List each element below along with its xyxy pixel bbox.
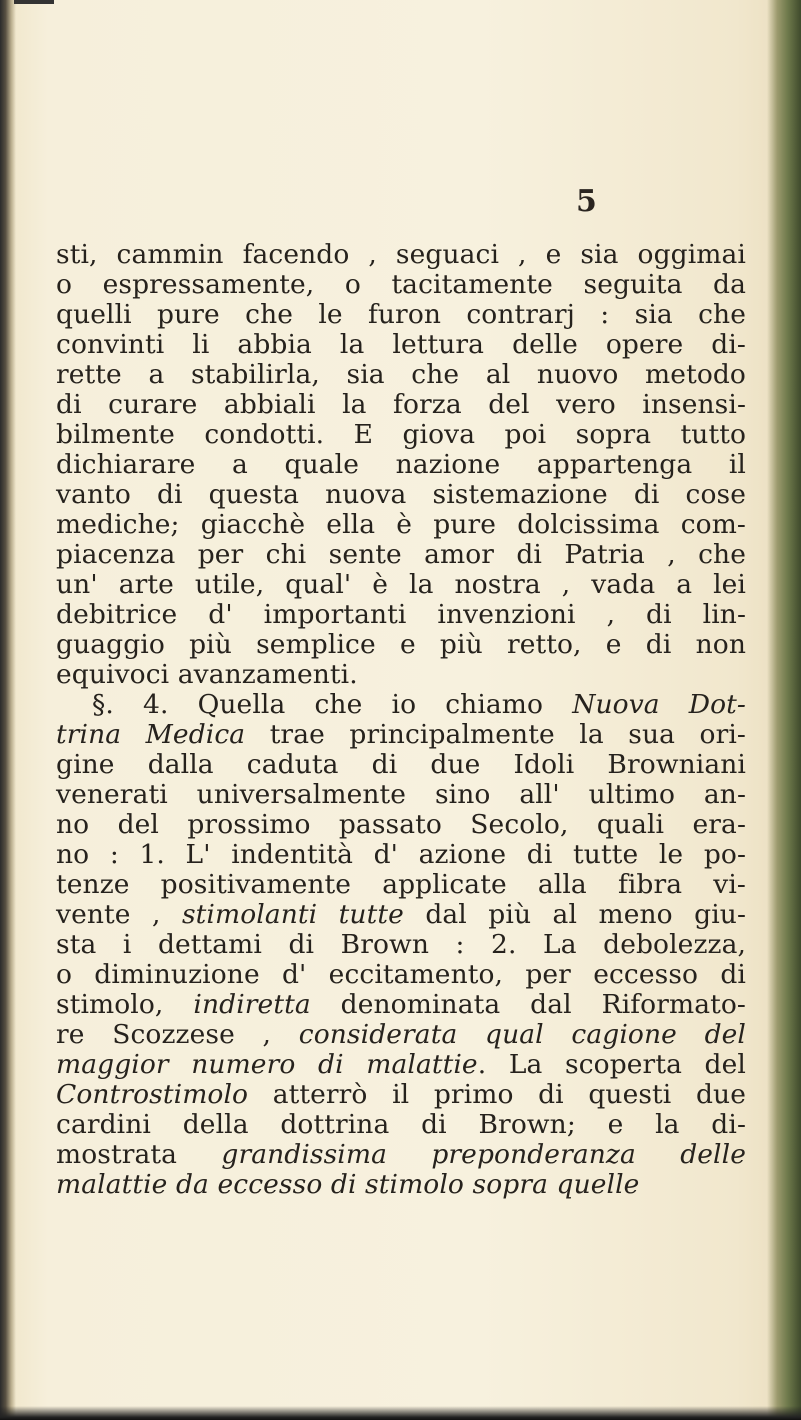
text-line: [56, 1170, 746, 1200]
italic-text-segment: Nuova Dot-: [572, 689, 746, 720]
italic-text-segment: indiretta: [193, 989, 311, 1020]
italic-text-segment: stimolanti tutte: [181, 899, 404, 930]
text-line: [56, 960, 746, 990]
text-segment: tenze positivamente applicate alla fibra vi-: [56, 869, 746, 900]
text-line: [56, 300, 746, 330]
text-line: [56, 480, 746, 510]
text-line: [56, 750, 746, 780]
text-segment: piacenza per chi sente amor di Patria , che: [56, 539, 746, 570]
text-segment: bilmente condotti. E giova poi sopra tutto: [56, 419, 746, 450]
text-line: [56, 780, 746, 810]
right-page-edge: [767, 0, 801, 1420]
text-line: [56, 990, 746, 1020]
text-line: [56, 330, 746, 360]
text-line: [56, 600, 746, 630]
body-text: [56, 240, 746, 1200]
text-segment: mostrata: [56, 1139, 222, 1170]
text-segment: vente ,: [56, 899, 182, 930]
text-line: [56, 420, 746, 450]
text-segment: sti, cammin facendo , seguaci , e sia oggimai: [56, 239, 746, 270]
text-segment: di curare abbiali la forza del vero insensi-: [56, 389, 746, 420]
text-line: [56, 660, 746, 690]
text-segment: quelli pure che le furon contrarj : sia che: [56, 299, 746, 330]
text-line: [56, 720, 746, 750]
text-line: [56, 240, 746, 270]
italic-text-segment: malattie da eccesso di stimolo sopra quelle: [56, 1169, 640, 1200]
text-line: [56, 360, 746, 390]
left-page-edge: [0, 0, 16, 1420]
text-line: [56, 270, 746, 300]
text-line: [56, 510, 746, 540]
text-segment: debitrice d' importanti invenzioni , di lin-: [56, 599, 746, 630]
page-number: 5: [576, 184, 597, 219]
text-segment: stimolo,: [56, 989, 194, 1020]
text-segment: o espressamente, o tacitamente seguita da: [56, 269, 746, 300]
text-line: [56, 540, 746, 570]
text-line: [56, 690, 746, 720]
text-segment: trae principalmente la sua ori-: [245, 719, 746, 750]
text-line: [56, 1080, 746, 1110]
text-line: [56, 1110, 746, 1140]
text-segment: un' arte utile, qual' è la nostra , vada a lei: [56, 569, 746, 600]
text-line: [56, 840, 746, 870]
text-line: [56, 870, 746, 900]
italic-text-segment: Controstimolo: [56, 1079, 249, 1110]
text-segment: sta i dettami di Brown : 2. La debolezza,: [56, 929, 746, 960]
text-line: [56, 900, 746, 930]
text-segment: guaggio più semplice e più retto, e di non: [56, 629, 746, 660]
text-segment: dichiarare a quale nazione appartenga il: [56, 449, 746, 480]
text-segment: denominata dal Riformato-: [310, 989, 746, 1020]
text-line: [56, 1020, 746, 1050]
text-line: [56, 1050, 746, 1080]
text-segment: atterrò il primo di questi due: [248, 1079, 746, 1110]
text-segment: no : 1. L' indentità d' azione di tutte le po-: [56, 839, 746, 870]
text-line: [56, 930, 746, 960]
text-segment: equivoci avanzamenti.: [56, 659, 358, 690]
text-line: [56, 630, 746, 660]
text-segment: cardini della dottrina di Brown; e la di-: [56, 1109, 746, 1140]
italic-text-segment: considerata qual cagione del: [298, 1019, 746, 1050]
text-segment: mediche; giacchè ella è pure dolcissima com-: [56, 509, 746, 540]
text-segment: rette a stabilirla, sia che al nuovo metodo: [56, 359, 746, 390]
bottom-page-edge: [0, 1406, 801, 1420]
text-segment: o diminuzione d' eccitamento, per eccesso di: [56, 959, 746, 990]
italic-text-segment: grandissima preponderanza delle: [221, 1139, 746, 1170]
text-segment: venerati universalmente sino all' ultimo an-: [56, 779, 746, 810]
text-line: [56, 570, 746, 600]
text-segment: dal più al meno giu-: [403, 899, 747, 930]
text-line: [56, 390, 746, 420]
text-segment: vanto di questa nuova sistemazione di cose: [56, 479, 746, 510]
top-edge-mark: [14, 0, 54, 4]
italic-text-segment: trina Medica: [56, 719, 246, 750]
text-line: [56, 1140, 746, 1170]
text-line: [56, 450, 746, 480]
text-segment: no del prossimo passato Secolo, quali era-: [56, 809, 746, 840]
text-segment: gine dalla caduta di due Idoli Browniani: [56, 749, 746, 780]
text-segment: re Scozzese ,: [56, 1019, 299, 1050]
text-segment: convinti li abbia la lettura delle opere di-: [56, 329, 746, 360]
text-line: [56, 810, 746, 840]
text-segment: . La scoperta del: [477, 1049, 746, 1080]
italic-text-segment: maggior numero di malattie: [56, 1049, 478, 1080]
text-segment: §. 4. Quella che io chiamo: [92, 689, 573, 720]
